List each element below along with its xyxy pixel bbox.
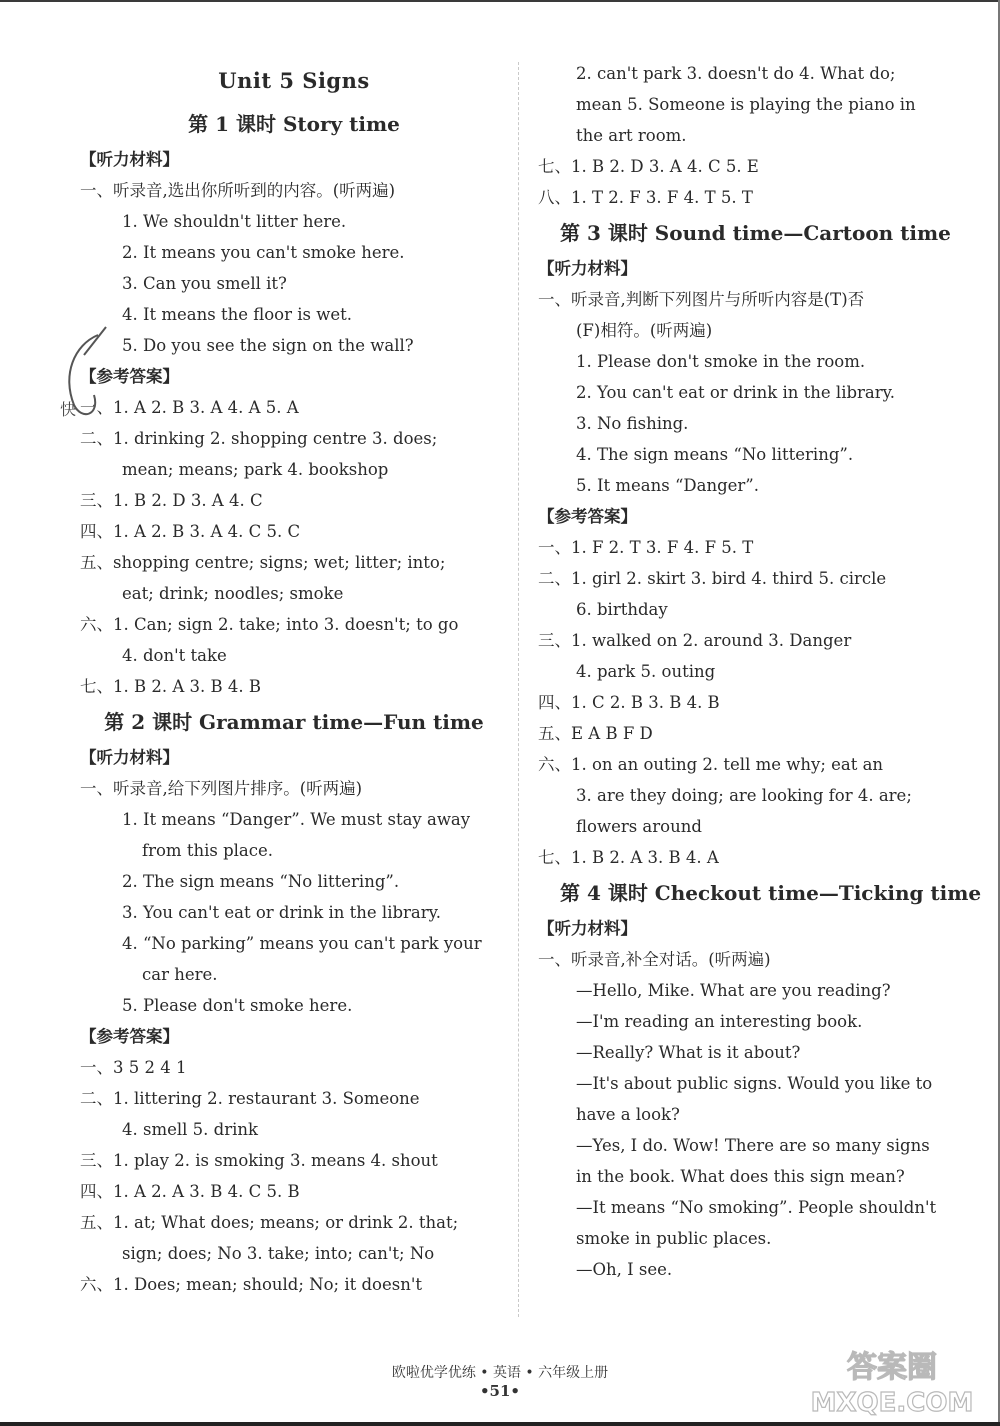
text-line: 一、1. A 2. B 3. A 4. A 5. A [80,398,299,417]
text-line: 一、听录音,给下列图片排序。(听两遍) [80,779,363,798]
text-line: have a look? [576,1105,680,1124]
lesson-2-body [80,742,508,1300]
text-line: 四、1. A 2. A 3. B 4. C 5. B [80,1182,300,1201]
text-line: 六、1. on an outing 2. tell me why; eat an [538,755,884,774]
text-line: 2. The sign means “No littering”. [122,872,400,891]
text-line: 三、1. walked on 2. around 3. Danger [538,631,852,650]
text-line: —Yes, I do. Wow! There are so many signs [576,1136,930,1155]
scan-edge-top [0,0,1000,2]
section-header: 【听力材料】 [538,259,637,278]
text-line: 八、1. T 2. F 3. F 4. T 5. T [538,188,753,207]
footer-book-title: 欧啦优学优练 • 英语 • 六年级上册 [391,1365,609,1381]
text-line: 1. It means “Danger”. We must stay away [122,810,471,829]
text-line: in the book. What does this sign mean? [576,1167,905,1186]
text-line: 1. We shouldn't litter here. [122,212,347,231]
text-line: —It means “No smoking”. People shouldn't [576,1198,937,1217]
text-line: 二、1. girl 2. skirt 3. bird 4. third 5. circle [538,569,887,588]
text-line: 4. The sign means “No littering”. [576,445,854,464]
lesson-3-title: 第 3 课时 Sound time—Cartoon time [560,221,951,245]
text-line: 一、听录音,判断下列图片与所听内容是(T)否 [538,290,865,309]
lesson-4-body [538,913,956,1285]
text-line: the art room. [576,126,687,145]
text-line: 一、1. F 2. T 3. F 4. F 5. T [538,538,754,557]
text-line: 2. You can't eat or drink in the library. [576,383,896,402]
section-header: 【听力材料】 [538,919,637,938]
lesson-2-title: 第 2 课时 Grammar time—Fun time [104,710,484,734]
right-column [538,58,982,1285]
lesson-1-body [80,144,508,702]
text-line: mean; means; park 4. bookshop [122,460,389,479]
lesson-2-continued [538,58,956,213]
text-line: from this place. [142,841,273,860]
text-line: 1. Please don't smoke in the room. [576,352,866,371]
text-line: 3. Can you smell it? [122,274,287,293]
text-line: 一、听录音,补全对话。(听两遍) [538,950,771,969]
text-line: (F)相符。(听两遍) [576,321,713,340]
text-line: —It's about public signs. Would you like to [576,1074,933,1093]
text-line: 二、1. drinking 2. shopping centre 3. does; [80,429,438,448]
text-line: 4. park 5. outing [576,662,716,681]
page-number: •51• [479,1382,521,1400]
section-header: 【参考答案】 [80,367,179,386]
text-line: 4. smell 5. drink [122,1120,259,1139]
text-line: —Oh, I see. [576,1260,673,1279]
section-header: 【参考答案】 [538,507,637,526]
site-watermark-logo [800,1343,990,1419]
lesson-3-body [538,253,956,873]
text-line: 2. can't park 3. doesn't do 4. What do; [576,64,896,83]
text-line: 四、1. C 2. B 3. B 4. B [538,693,720,712]
text-line: 5. Please don't smoke here. [122,996,353,1015]
text-line: mean 5. Someone is playing the piano in [576,95,916,114]
watermark-text: 答案圈 [847,1350,937,1385]
text-line: 五、shopping centre; signs; wet; litter; into; [80,553,446,572]
text-line: 六、1. Does; mean; should; No; it doesn't [80,1275,423,1294]
text-line: 五、E A B F D [538,724,653,743]
text-line: 一、3 5 2 4 1 [80,1058,187,1077]
section-header: 【听力材料】 [80,150,179,169]
text-line: 4. don't take [122,646,227,665]
left-column [80,58,508,1300]
text-line: —Hello, Mike. What are you reading? [576,981,891,1000]
text-line: —Really? What is it about? [576,1043,801,1062]
column-divider [518,62,519,1317]
text-line: 六、1. Can; sign 2. take; into 3. doesn't; to go [80,615,459,634]
text-line: —I'm reading an interesting book. [576,1012,863,1031]
text-line: sign; does; No 3. take; into; can't; No [122,1244,435,1263]
text-line: 2. It means you can't smoke here. [122,243,405,262]
unit-title: Unit 5 Signs [218,68,370,93]
text-line: smoke in public places. [576,1229,772,1248]
text-line: 6. birthday [576,600,668,619]
text-line: 三、1. play 2. is smoking 3. means 4. shout [80,1151,438,1170]
watermark-url: MXQE.COM [810,1388,974,1418]
text-line: 二、1. littering 2. restaurant 3. Someone [80,1089,420,1108]
text-line: 5. It means “Danger”. [576,476,759,495]
text-line: 三、1. B 2. D 3. A 4. C [80,491,263,510]
text-line: 4. It means the floor is wet. [122,305,352,324]
text-line: 3. are they doing; are looking for 4. are; [576,786,912,805]
margin-char: 快 [60,400,77,419]
text-line: 3. No fishing. [576,414,689,433]
text-line: car here. [142,965,218,984]
lesson-1-title: 第 1 课时 Story time [188,112,400,136]
text-line: 5. Do you see the sign on the wall? [122,336,414,355]
pencil-swirl-icon [54,315,124,425]
text-line: flowers around [576,817,702,836]
text-line: 3. You can't eat or drink in the library. [122,903,442,922]
section-header: 【听力材料】 [80,748,179,767]
text-line: 五、1. at; What does; means; or drink 2. that; [80,1213,459,1232]
text-line: eat; drink; noodles; smoke [122,584,344,603]
text-line: 七、1. B 2. A 3. B 4. A [538,848,719,867]
section-header: 【参考答案】 [80,1027,179,1046]
text-line: 一、听录音,选出你所听到的内容。(听两遍) [80,181,396,200]
text-line: 四、1. A 2. B 3. A 4. C 5. C [80,522,301,541]
text-line: 七、1. B 2. A 3. B 4. B [80,677,261,696]
text-line: 七、1. B 2. D 3. A 4. C 5. E [538,157,759,176]
scan-edge-bottom [0,1422,1000,1426]
text-line: 4. “No parking” means you can't park your [122,934,482,953]
lesson-4-title: 第 4 课时 Checkout time—Ticking time [560,881,982,905]
